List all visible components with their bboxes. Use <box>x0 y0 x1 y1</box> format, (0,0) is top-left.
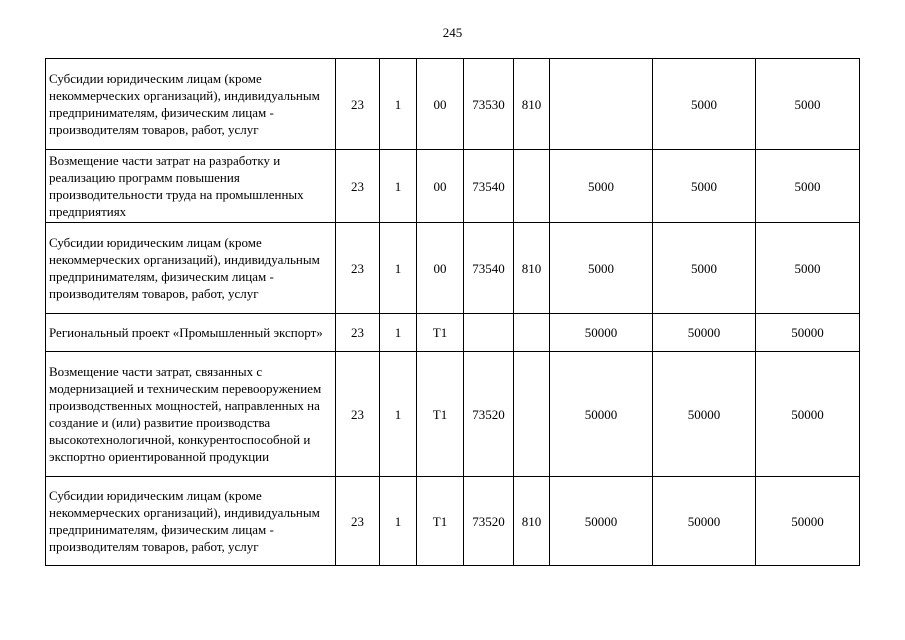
expense-type-cell: 810 <box>514 59 550 150</box>
gp-code-cell: 23 <box>336 150 380 223</box>
table-row <box>46 314 860 352</box>
amount-year3-cell: 5000 <box>756 223 860 314</box>
expense-type-cell <box>514 314 550 352</box>
row-description: Региональный проект «Промышленный экспорт» <box>46 314 336 352</box>
pp-code-cell: 1 <box>380 59 417 150</box>
table-row <box>46 477 860 566</box>
amount-year3-cell: 50000 <box>756 314 860 352</box>
direction-code-cell: 73520 <box>464 352 514 477</box>
amount-year1-cell: 5000 <box>550 223 653 314</box>
pp-code-cell: 1 <box>380 150 417 223</box>
amount-year2-cell: 50000 <box>653 352 756 477</box>
expense-type-cell <box>514 352 550 477</box>
gp-code-cell: 23 <box>336 352 380 477</box>
row-description: Возмещение части затрат, связанных с модернизацией и техническим перевооружением производственных мощностей, направленных на создание и (или) развитие производства высокотехнологичной, конкурентоспособной и экспортно ориентированной продукции <box>46 352 336 477</box>
main-event-code-cell: 00 <box>417 59 464 150</box>
direction-code-cell: 73540 <box>464 150 514 223</box>
main-event-code-cell: Т1 <box>417 314 464 352</box>
pp-code-cell: 1 <box>380 477 417 566</box>
amount-year3-cell: 5000 <box>756 150 860 223</box>
direction-code-cell: 73530 <box>464 59 514 150</box>
table-row <box>46 223 860 314</box>
pp-code-cell: 1 <box>380 314 417 352</box>
amount-year2-cell: 50000 <box>653 477 756 566</box>
main-event-code-cell: Т1 <box>417 352 464 477</box>
gp-code-cell: 23 <box>336 477 380 566</box>
gp-code-cell: 23 <box>336 314 380 352</box>
amount-year2-cell: 50000 <box>653 314 756 352</box>
amount-year1-cell: 50000 <box>550 352 653 477</box>
amount-year1-cell: 50000 <box>550 477 653 566</box>
row-description: Субсидии юридическим лицам (кроме некоммерческих организаций), индивидуальным предпринимателям, физическим лицам - производителям товаров, работ, услуг <box>46 477 336 566</box>
gp-code-cell: 23 <box>336 59 380 150</box>
direction-code-cell: 73540 <box>464 223 514 314</box>
row-description: Субсидии юридическим лицам (кроме некоммерческих организаций), индивидуальным предпринимателям, физическим лицам - производителям товаров, работ, услуг <box>46 59 336 150</box>
table-row <box>46 352 860 477</box>
table-row <box>46 59 860 150</box>
main-event-code-cell: Т1 <box>417 477 464 566</box>
expense-type-cell <box>514 150 550 223</box>
direction-code-cell: 73520 <box>464 477 514 566</box>
amount-year3-cell: 5000 <box>756 59 860 150</box>
page-number: 245 <box>442 25 463 40</box>
expense-type-cell: 810 <box>514 477 550 566</box>
table-row <box>46 150 860 223</box>
amount-year1-cell: 5000 <box>550 150 653 223</box>
budget-table <box>45 58 860 566</box>
pp-code-cell: 1 <box>380 223 417 314</box>
row-description: Субсидии юридическим лицам (кроме некоммерческих организаций), индивидуальным предпринимателям, физическим лицам - производителям товаров, работ, услуг <box>46 223 336 314</box>
main-event-code-cell: 00 <box>417 150 464 223</box>
row-description: Возмещение части затрат на разработку и реализацию программ повышения производительности труда на промышленных предприятиях <box>46 150 336 223</box>
amount-year3-cell: 50000 <box>756 477 860 566</box>
gp-code-cell: 23 <box>336 223 380 314</box>
amount-year2-cell: 5000 <box>653 150 756 223</box>
amount-year3-cell: 50000 <box>756 352 860 477</box>
expense-type-cell: 810 <box>514 223 550 314</box>
amount-year2-cell: 5000 <box>653 223 756 314</box>
pp-code-cell: 1 <box>380 352 417 477</box>
direction-code-cell <box>464 314 514 352</box>
amount-year2-cell: 5000 <box>653 59 756 150</box>
amount-year1-cell <box>550 59 653 150</box>
amount-year1-cell: 50000 <box>550 314 653 352</box>
main-event-code-cell: 00 <box>417 223 464 314</box>
